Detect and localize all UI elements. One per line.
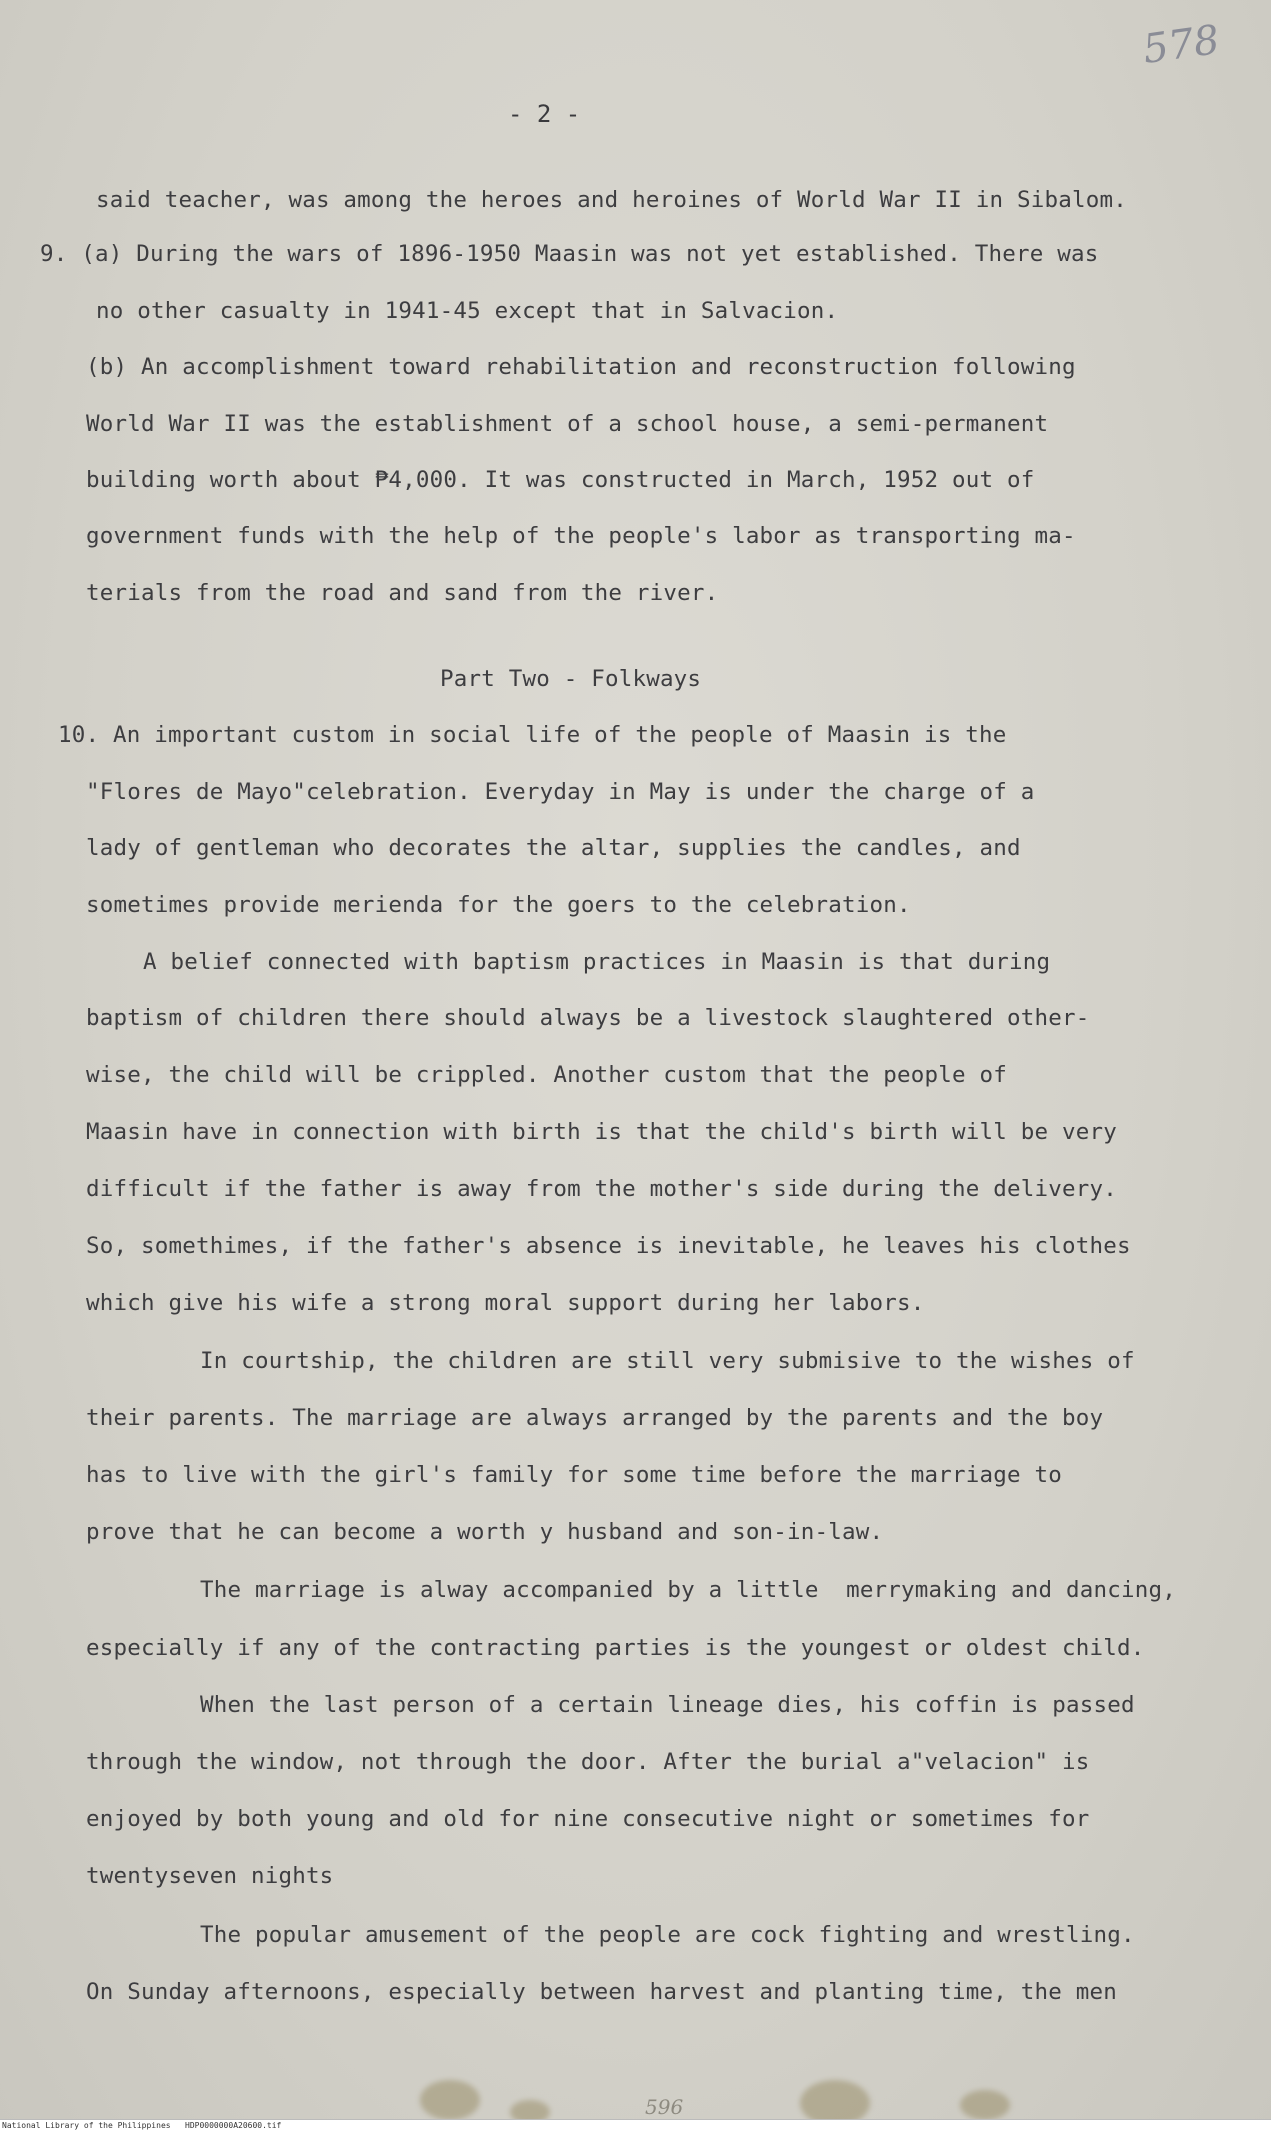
text-line: The popular amusement of the people are cock fighting and wrestling.	[200, 1922, 1135, 1948]
text-line: "Flores de Mayo"celebration. Everyday in May is under the charge of a	[86, 779, 1035, 805]
text-line: 10. An important custom in social life of the people of Maasin is the	[58, 722, 1007, 748]
scan-footer	[0, 2119, 1271, 2134]
text-line: terials from the road and sand from the river.	[86, 580, 719, 606]
text-line: World War II was the establishment of a school house, a semi-permanent	[86, 411, 1049, 437]
text-line: enjoyed by both young and old for nine consecutive night or sometimes for	[86, 1806, 1090, 1832]
page-number: - 2 -	[508, 100, 581, 128]
text-line: (b) An accomplishment toward rehabilitation and reconstruction following	[86, 354, 1076, 380]
section-heading: Part Two - Folkways	[440, 666, 702, 692]
text-line: wise, the child will be crippled. Another custom that the people of	[86, 1062, 1007, 1088]
text-line: When the last person of a certain lineage dies, his coffin is passed	[200, 1692, 1135, 1718]
scan-footer-text: National Library of the Philippines HDP0000000A20600.tif	[2, 2121, 282, 2130]
paper-stain	[420, 2080, 480, 2120]
bottom-stamp-number: 596	[645, 2095, 684, 2119]
text-line: said teacher, was among the heroes and heroines of World War II in Sibalom.	[96, 187, 1127, 213]
text-line: lady of gentleman who decorates the altar, supplies the candles, and	[86, 835, 1021, 861]
text-line: A belief connected with baptism practices in Maasin is that during	[143, 949, 1051, 975]
text-line: prove that he can become a worth y husband and son-in-law.	[86, 1519, 884, 1545]
text-line: baptism of children there should always be a livestock slaughtered other-	[86, 1005, 1090, 1031]
text-line: which give his wife a strong moral support during her labors.	[86, 1290, 925, 1316]
text-line: their parents. The marriage are always arranged by the parents and the boy	[86, 1405, 1104, 1431]
text-line: has to live with the girl's family for some time before the marriage to	[86, 1462, 1062, 1488]
text-line: twentyseven nights	[86, 1863, 334, 1889]
text-line: 9. (a) During the wars of 1896-1950 Maasin was not yet established. There was	[40, 241, 1099, 267]
text-line: In courtship, the children are still very submisive to the wishes of	[200, 1348, 1135, 1374]
text-line: sometimes provide merienda for the goers to the celebration.	[86, 892, 911, 918]
text-line: especially if any of the contracting parties is the youngest or oldest child.	[86, 1635, 1145, 1661]
text-line: through the window, not through the door. After the burial a"velacion" is	[86, 1749, 1090, 1775]
archive-page-number: 578	[1140, 16, 1223, 74]
text-line: So, somethimes, if the father's absence is inevitable, he leaves his clothes	[86, 1233, 1131, 1259]
text-line: difficult if the father is away from the mother's side during the delivery.	[86, 1176, 1117, 1202]
text-line: building worth about ₱4,000. It was constructed in March, 1952 out of	[86, 467, 1035, 493]
text-line: On Sunday afternoons, especially between harvest and planting time, the men	[86, 1979, 1117, 2005]
text-line: The marriage is alway accompanied by a little merrymaking and dancing,	[200, 1577, 1176, 1603]
text-line: no other casualty in 1941-45 except that in Salvacion.	[96, 298, 839, 324]
text-line: government funds with the help of the people's labor as transporting ma-	[86, 523, 1076, 549]
text-line: Maasin have in connection with birth is that the child's birth will be very	[86, 1119, 1117, 1145]
paper-stain	[960, 2090, 1010, 2120]
